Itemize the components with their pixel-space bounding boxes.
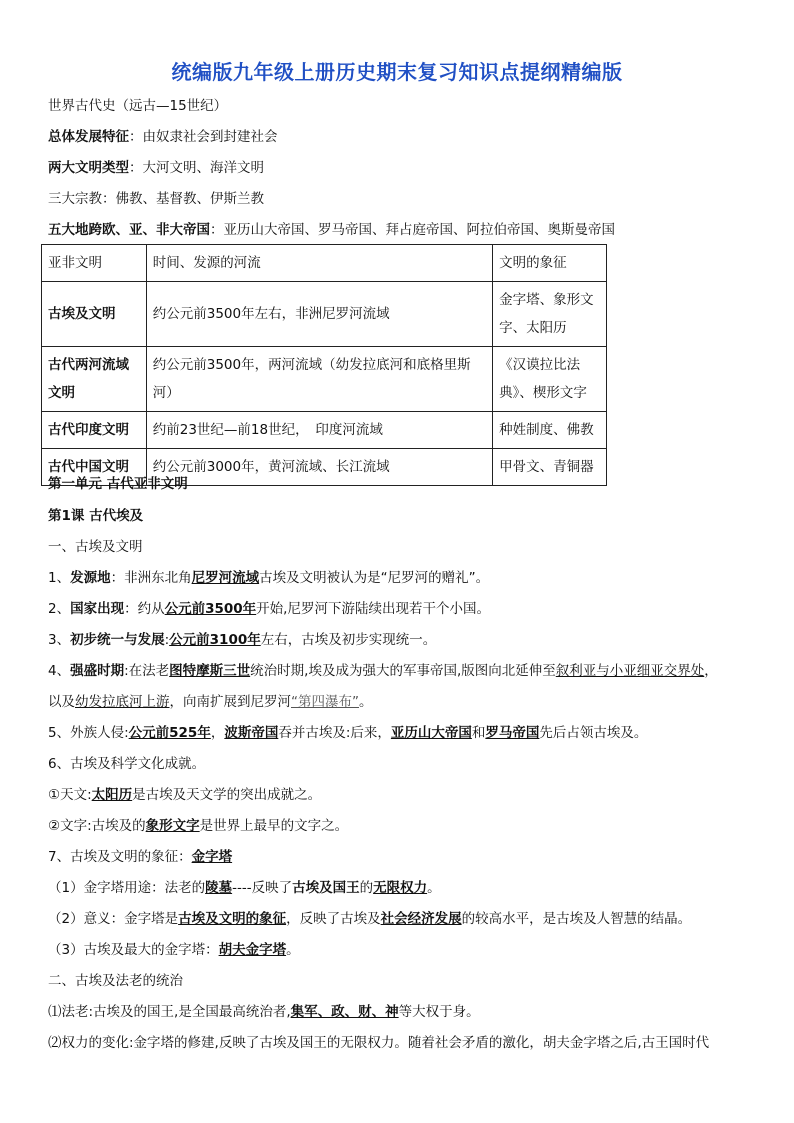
point-text: ， xyxy=(210,725,225,741)
empires-label: 五大地跨欧、亚、非大帝国 xyxy=(48,222,210,238)
point-text: 。 xyxy=(427,880,441,896)
point-text: （1）金字塔用途：法老的 xyxy=(48,880,206,896)
point-text: 先后占领古埃及。 xyxy=(539,725,648,741)
key-term: 古埃及国王 xyxy=(292,880,360,896)
point-label: 强盛时期 xyxy=(70,663,125,679)
table-header-cell: 文明的象征 xyxy=(493,245,607,282)
point-text: 古埃及文明被认为是“尼罗河的赠礼”。 xyxy=(259,570,490,586)
point-text: 5、外族人侵: xyxy=(48,725,129,741)
civ-time-cell: 约公元前3500年左右，非洲尼罗河流域 xyxy=(146,282,492,347)
point-text: ，向南扩展到尼罗河 xyxy=(169,694,291,710)
point-text: 是世界上最早的文字之。 xyxy=(199,818,349,834)
key-term: 罗马帝国 xyxy=(485,725,540,741)
key-term: 无限权力 xyxy=(373,880,428,896)
point-text: 吞并古埃及:后来， xyxy=(278,725,391,741)
civ-time-cell: 约前23世纪—前18世纪， 印度河流域 xyxy=(146,412,492,449)
civ-name-cell: 古埃及文明 xyxy=(42,282,147,347)
section-heading: 二、古埃及法老的统治 xyxy=(48,973,183,989)
largest-pyramid xyxy=(48,940,300,960)
point-text: （2）意义：金字塔是 xyxy=(48,911,179,927)
point-text: ， xyxy=(704,663,718,679)
feature-label: 总体发展特征 xyxy=(48,129,129,145)
point-text: 7、古埃及文明的象征： xyxy=(48,849,192,865)
section-heading: 一、古埃及文明 xyxy=(48,539,143,555)
table-header-cell: 时间、发源的河流 xyxy=(146,245,492,282)
key-term: 陵墓 xyxy=(205,880,233,896)
key-term: 象形文字 xyxy=(145,818,200,834)
table-header-row xyxy=(42,245,607,282)
achievement-writing xyxy=(48,816,348,836)
civ-symbol-cell: 甲骨文、青铜器 xyxy=(493,449,607,486)
key-term: 古埃及文明的象征 xyxy=(178,911,287,927)
point-symbol xyxy=(48,847,232,867)
civ-time-cell: 约公元前3500年，两河流域（幼发拉底河和底格里斯河） xyxy=(146,347,492,412)
pyramid-meaning xyxy=(48,909,691,929)
point-number: 2、 xyxy=(48,601,71,617)
key-term: 尼罗河流域 xyxy=(191,570,260,586)
key-term: 波斯帝国 xyxy=(224,725,279,741)
pharaoh-definition xyxy=(48,1002,480,1022)
key-term: “第四瀑布” xyxy=(291,694,359,710)
point-invasion xyxy=(48,723,647,743)
point-label: 发源地 xyxy=(70,570,111,586)
point-text: 的较高水平，是古埃及人智慧的结晶。 xyxy=(461,911,692,927)
civ-symbol-cell: 《汉谟拉比法典》、楔形文字 xyxy=(493,347,607,412)
point-text: :在法老 xyxy=(124,663,170,679)
key-term: 幼发拉底河上游 xyxy=(75,694,170,710)
key-term: 社会经济发展 xyxy=(380,911,462,927)
point-number: 3、 xyxy=(48,632,71,648)
point-text: 。 xyxy=(359,694,373,710)
point-text: 等大权于身。 xyxy=(398,1004,480,1020)
table-header-cell: 亚非文明 xyxy=(42,245,147,282)
point-unification xyxy=(48,630,436,650)
point-text: ⑴法老:古埃及的国王,是全国最高统治者, xyxy=(48,1004,291,1020)
religions-line: 三大宗教：佛教、基督教、伊斯兰教 xyxy=(48,191,264,207)
types-line xyxy=(48,158,264,178)
civ-time-cell: 约公元前3000年，黄河流域、长江流域 xyxy=(146,449,492,486)
key-term: 公元前3100年 xyxy=(169,632,261,648)
civ-name-cell: 古代中国文明 xyxy=(42,449,147,486)
civ-name-cell: 古代印度文明 xyxy=(42,412,147,449)
point-text: ：约从 xyxy=(124,601,165,617)
achievement-astronomy xyxy=(48,785,321,805)
power-change: ⑵权力的变化:金字塔的修建,反映了古埃及国王的无限权力。随着社会矛盾的激化，胡夫金字塔之后,古王国时代 xyxy=(48,1035,710,1051)
point-text: 以及 xyxy=(48,694,75,710)
key-term: 叙利亚与小亚细亚交界处 xyxy=(555,663,705,679)
key-term: 亚历山大帝国 xyxy=(390,725,472,741)
point-text: （3）古埃及最大的金字塔： xyxy=(48,942,219,958)
types-value: ：大河文明、海洋文明 xyxy=(129,160,264,176)
empires-value: ：亚历山大帝国、罗马帝国、拜占庭帝国、阿拉伯帝国、奥斯曼帝国 xyxy=(210,222,615,238)
point-text: ----反映了 xyxy=(232,880,293,896)
key-term: 公元前525年 xyxy=(128,725,211,741)
point-label: 国家出现 xyxy=(70,601,125,617)
key-term: 胡夫金字塔 xyxy=(218,942,287,958)
point-text: 。 xyxy=(286,942,300,958)
types-label: 两大文明类型 xyxy=(48,160,129,176)
point-text: 开始,尼罗河下游陆续出现若干个小国。 xyxy=(256,601,490,617)
point-peak-cont xyxy=(48,692,373,712)
point-label: 初步统一与发展 xyxy=(70,632,165,648)
point-text: ：非洲东北角 xyxy=(110,570,192,586)
point-text: 的 xyxy=(359,880,374,896)
point-text: 和 xyxy=(471,725,486,741)
lesson-heading: 第1课 古代埃及 xyxy=(48,508,144,524)
era-line: 世界古代史（远古—15世纪） xyxy=(48,98,228,114)
key-term: 太阳历 xyxy=(91,787,133,803)
point-text: 是古埃及天文学的突出成就之。 xyxy=(132,787,322,803)
feature-value: ：由奴隶社会到封建社会 xyxy=(129,129,278,145)
empires-line xyxy=(48,220,615,240)
civ-name-cell: 古代两河流域文明 xyxy=(42,347,147,412)
point-text: ①天文: xyxy=(48,787,92,803)
table-row xyxy=(42,282,607,347)
table-row xyxy=(42,347,607,412)
point-origin xyxy=(48,568,489,588)
feature-line xyxy=(48,127,278,147)
point-peak xyxy=(48,661,718,681)
table-row xyxy=(42,412,607,449)
civ-symbol-cell: 金字塔、象形文字、太阳历 xyxy=(493,282,607,347)
unit-heading: 第一单元 古代亚非文明 xyxy=(48,476,188,492)
point-achievements: 6、古埃及科学文化成就。 xyxy=(48,756,206,772)
pyramid-use xyxy=(48,878,441,898)
point-number: 1、 xyxy=(48,570,71,586)
civ-symbol-cell: 种姓制度、佛教 xyxy=(493,412,607,449)
point-number: 4、 xyxy=(48,663,71,679)
point-text: ②文字:古埃及的 xyxy=(48,818,146,834)
page-title: 统编版九年级上册历史期末复习知识点提纲精编版 xyxy=(171,60,623,84)
point-state xyxy=(48,599,490,619)
key-term: 集军、政、财、神 xyxy=(290,1004,399,1020)
point-text: 统治时期,埃及成为强大的军事帝国,版图向北延伸至 xyxy=(250,663,556,679)
key-term: 图特摩斯三世 xyxy=(169,663,251,679)
civilization-table xyxy=(41,244,607,486)
point-text: 左右，古埃及初步实现统一。 xyxy=(260,632,437,648)
key-term: 金字塔 xyxy=(191,849,233,865)
key-term: 公元前3500年 xyxy=(164,601,257,617)
point-text: : xyxy=(164,632,170,648)
point-text: ，反映了古埃及 xyxy=(286,911,381,927)
